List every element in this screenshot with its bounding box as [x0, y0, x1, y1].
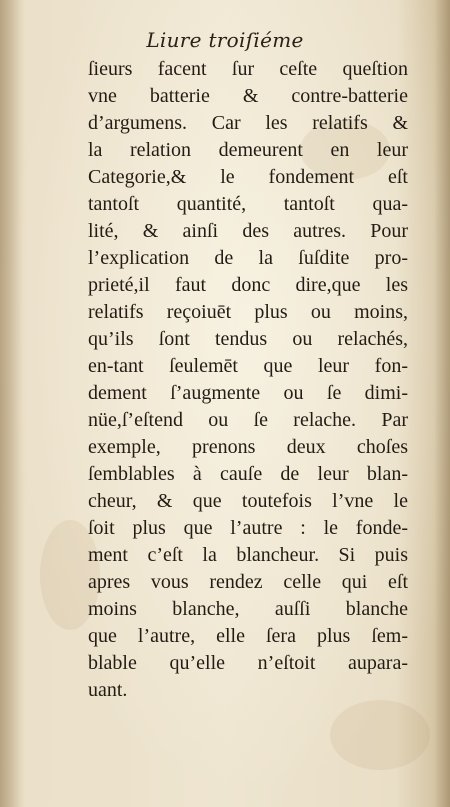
text-line: la relation demeurent en leur	[88, 139, 408, 161]
text-line: ſemblables à cauſe de leur blan-	[88, 463, 408, 485]
text-line: dement ſ’augmente ou ſe dimi-	[88, 382, 408, 404]
text-line: ſoit plus que l’autre : le fonde-	[88, 517, 408, 539]
text-line: blable qu’elle n’eſtoit aupara-	[88, 652, 408, 674]
text-line: que l’autre, elle ſera plus ſem-	[88, 625, 408, 647]
text-line: prieté,il faut donc dire,que les	[88, 274, 408, 296]
body-text	[88, 56, 408, 704]
text-line: d’argumens. Car les relatifs &	[88, 112, 408, 134]
text-line: relatifs reçoiuēt plus ou moins,	[88, 301, 408, 323]
text-line: exemple, prenons deux choſes	[88, 436, 408, 458]
text-line: lité, & ainſi des autres. Pour	[88, 220, 408, 242]
text-line: moins blanche, auſſi blanche	[88, 598, 408, 620]
paper-stain	[330, 700, 430, 770]
page-edge-shadow	[434, 0, 450, 807]
text-line: en-tant ſeulemēt que leur fon-	[88, 355, 408, 377]
text-line: qu’ils ſont tendus ou relachés,	[88, 328, 408, 350]
running-head: Liure troiſiéme	[146, 28, 304, 52]
text-line: ſieurs facent ſur ceſte queſtion	[88, 58, 408, 80]
text-line: cheur, & que toutefois l’vne le	[88, 490, 408, 512]
text-line: nüe,ſ’eſtend ou ſe relache. Par	[88, 409, 408, 431]
text-line: apres vous rendez celle qui eſt	[88, 571, 408, 593]
text-line: l’explication de la ſuſdite pro-	[88, 247, 408, 269]
text-line: Categorie,& le fondement eſt	[88, 166, 408, 188]
text-line: vne batterie & contre-batterie	[88, 85, 408, 107]
text-line: ment c’eſt la blancheur. Si puis	[88, 544, 408, 566]
gutter-shadow	[0, 0, 22, 807]
text-line: tantoſt quantité, tantoſt qua-	[88, 193, 408, 215]
text-line: uant.	[88, 679, 128, 701]
